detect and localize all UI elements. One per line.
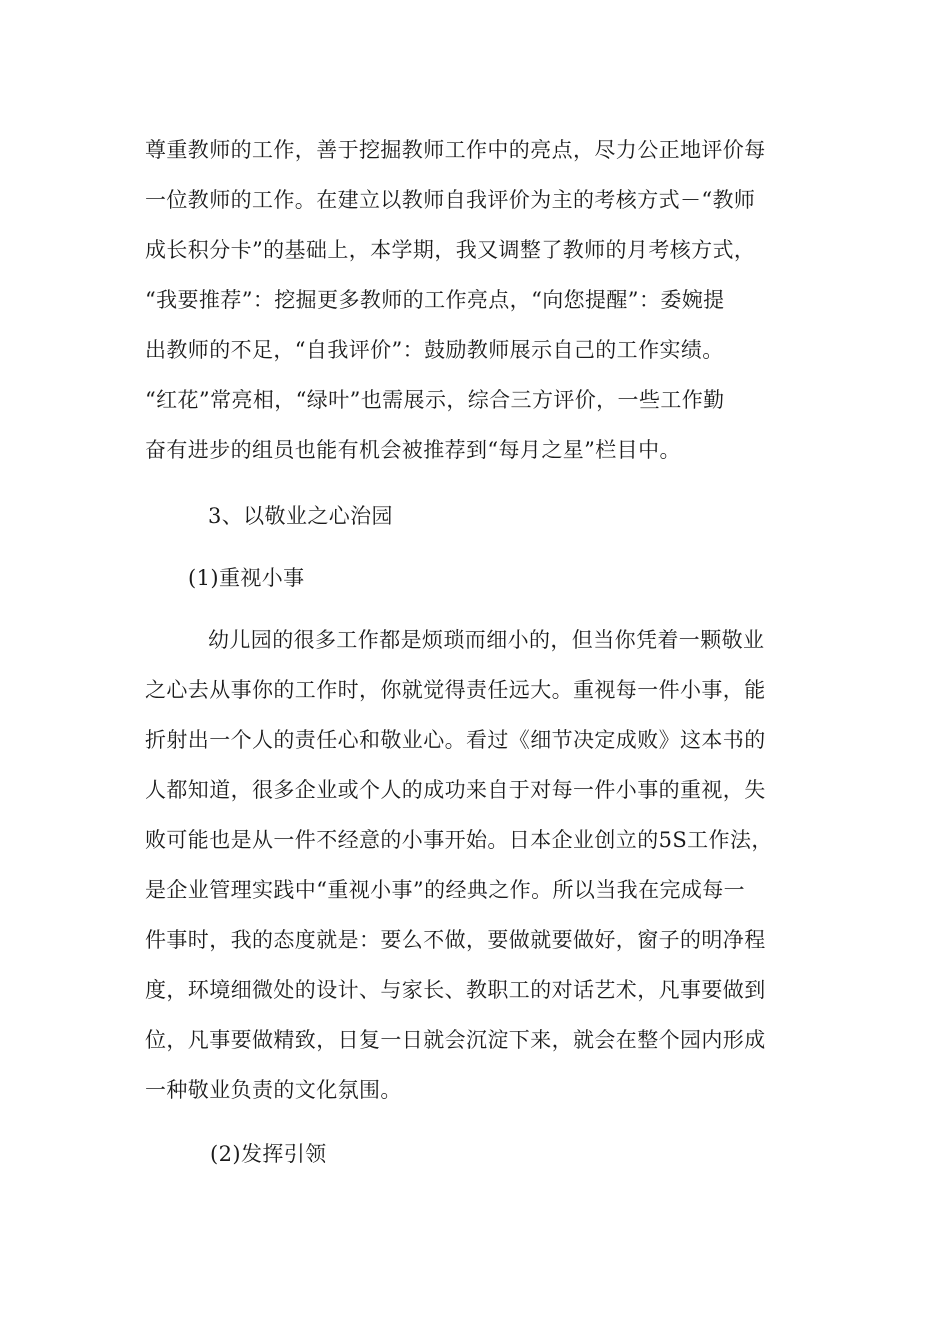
section-heading: 3、以敬业之心治园 — [208, 504, 393, 528]
paragraph-line: 出教师的不足，“自我评价”：鼓励教师展示自己的工作实绩。 — [145, 338, 724, 362]
paragraph-line: “红花”常亮相，“绿叶”也需展示，综合三方评价，一些工作勤 — [145, 388, 725, 412]
subsection-heading: (1)重视小事 — [188, 566, 305, 590]
paragraph-line: 奋有进步的组员也能有机会被推荐到“每月之星”栏目中。 — [145, 438, 681, 462]
paragraph-line: 是企业管理实践中“重视小事”的经典之作。所以当我在完成每一 — [145, 878, 746, 902]
paragraph-line: 幼儿园的很多工作都是烦琐而细小的，但当你凭着一颗敬业 — [208, 628, 765, 652]
paragraph-line: 之心去从事你的工作时，你就觉得责任远大。重视每一件小事，能 — [145, 678, 766, 702]
paragraph-line: 一种敬业负责的文化氛围。 — [145, 1078, 402, 1102]
paragraph-line: 度，环境细微处的设计、与家长、教职工的对话艺术，凡事要做到 — [145, 978, 766, 1002]
paragraph-line: 尊重教师的工作，善于挖掘教师工作中的亮点，尽力公正地评价每 — [145, 138, 766, 162]
paragraph-line: 位，凡事要做精致，日复一日就会沉淀下来，就会在整个园内形成 — [145, 1028, 766, 1052]
paragraph-line: “我要推荐”：挖掘更多教师的工作亮点，“向您提醒”：委婉提 — [145, 288, 725, 312]
paragraph-line: 成长积分卡”的基础上，本学期，我又调整了教师的月考核方式， — [145, 238, 756, 262]
subsection-heading: (2)发挥引领 — [210, 1142, 327, 1166]
paragraph-line: 败可能也是从一件不经意的小事开始。日本企业创立的5S工作法， — [145, 828, 773, 852]
paragraph-line: 折射出一个人的责任心和敬业心。看过《细节决定成败》这本书的 — [145, 728, 766, 752]
paragraph-line: 件事时，我的态度就是：要么不做，要做就要做好，窗子的明净程 — [145, 928, 766, 952]
paragraph-line: 一位教师的工作。在建立以教师自我评价为主的考核方式－“教师 — [145, 188, 756, 212]
paragraph-line: 人都知道，很多企业或个人的成功来自于对每一件小事的重视，失 — [145, 778, 766, 802]
